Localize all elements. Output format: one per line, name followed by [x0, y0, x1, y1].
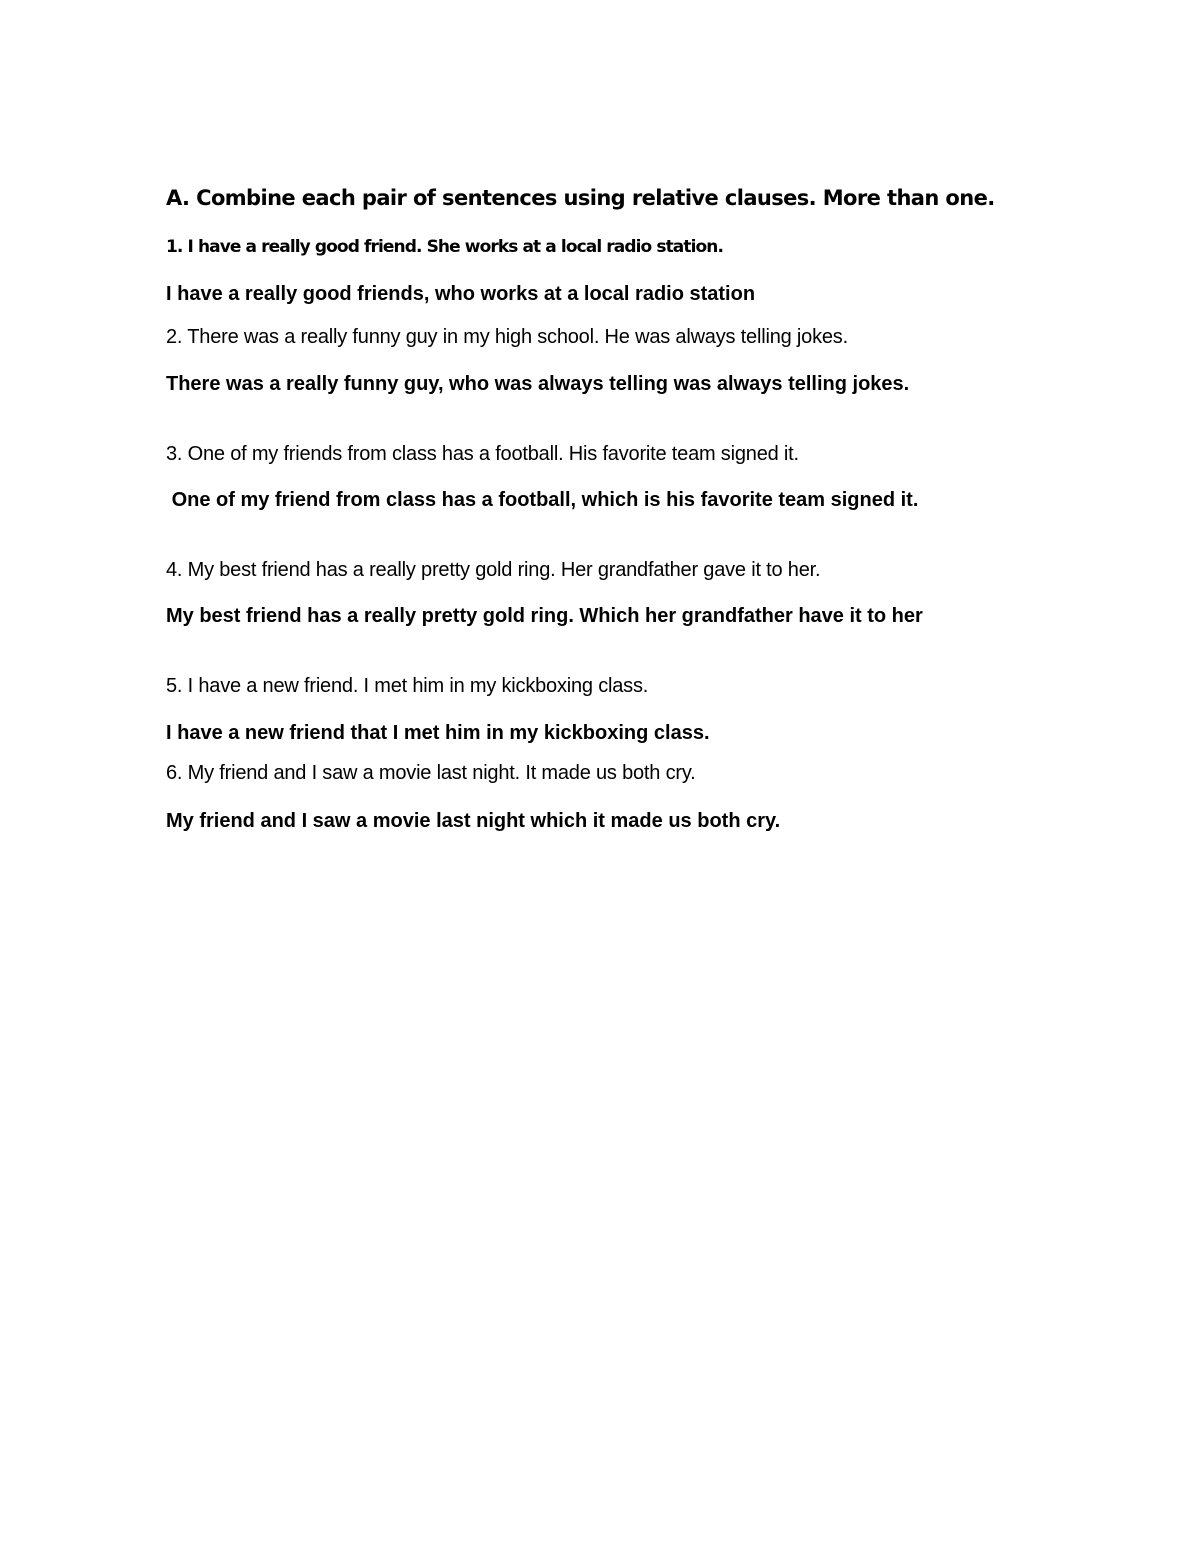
- answer-2: There was a really funny guy, who was always telling was always telling jokes.: [166, 373, 910, 395]
- question-3: 3. One of my friends from class has a football. His favorite team signed it.: [166, 443, 799, 465]
- answer-4: My best friend has a really pretty gold ring. Which her grandfather have it to her: [166, 605, 923, 627]
- answer-6: My friend and I saw a movie last night which it made us both cry.: [166, 810, 781, 832]
- question-4: 4. My best friend has a really pretty gold ring. Her grandfather gave it to her.: [166, 559, 821, 581]
- question-2: 2. There was a really funny guy in my high school. He was always telling jokes.: [166, 326, 848, 348]
- question-1: 1. I have a really good friend. She works at a local radio station.: [166, 237, 724, 257]
- answer-5: I have a new friend that I met him in my kickboxing class.: [166, 722, 710, 744]
- question-6: 6. My friend and I saw a movie last night. It made us both cry.: [166, 762, 696, 784]
- answer-3: One of my friend from class has a football, which is his favorite team signed it.: [166, 489, 919, 511]
- answer-1: I have a really good friends, who works at a local radio station: [166, 283, 756, 305]
- exercise-heading: A. Combine each pair of sentences using relative clauses. More than one.: [166, 186, 995, 210]
- question-5: 5. I have a new friend. I met him in my kickboxing class.: [166, 675, 649, 697]
